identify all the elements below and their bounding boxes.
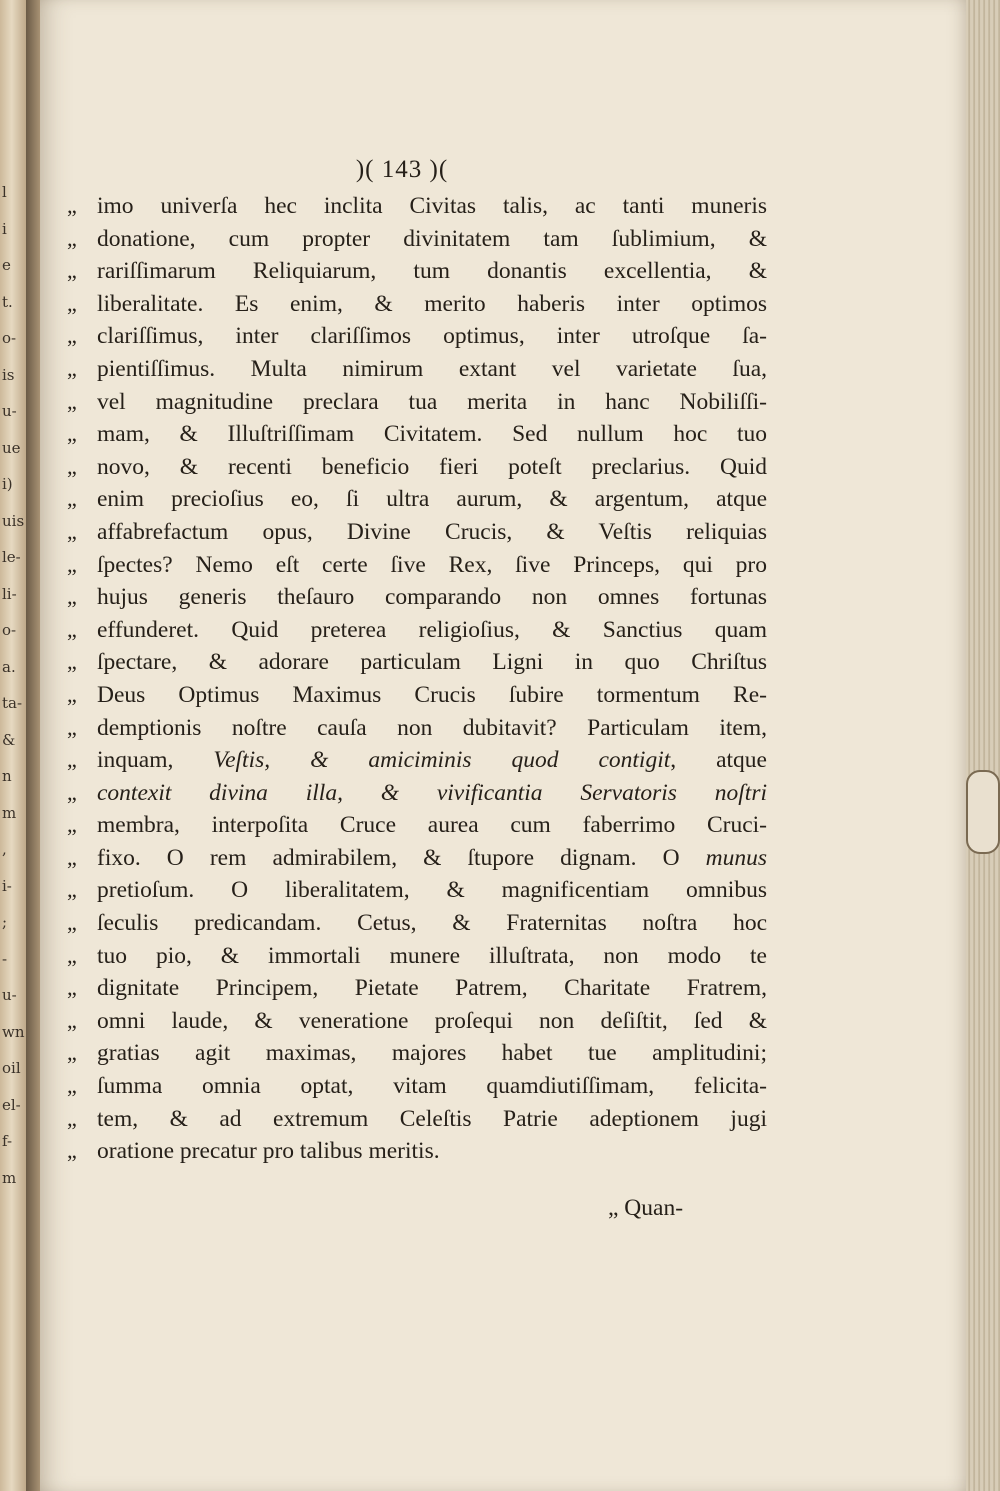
previous-page-fragment: ; — [2, 913, 8, 931]
previous-page-fragment: i) — [2, 475, 13, 493]
line-text: mam, & Illuſtriſſimam Civitatem. Sed nullum hoc tuo — [97, 421, 767, 448]
previous-page-fragment: le- — [2, 548, 21, 566]
line-text: imo univerſa hec inclita Civitas talis, ac tanti muneris — [97, 193, 767, 219]
quotation-mark: „ — [67, 1040, 77, 1066]
previous-page-fragment: ta- — [2, 694, 23, 712]
italic-text: Veſtis, & amiciminis quod contigit — [213, 747, 671, 774]
previous-page-fragment: - — [2, 949, 8, 968]
text-line — [67, 386, 767, 419]
binding-clasp — [966, 770, 1000, 854]
line-text: ſpectes? Nemo eſt certe ſive Rex, ſive Princeps, qui pro — [97, 551, 767, 578]
text-line — [67, 255, 767, 288]
roman-text: , atque — [670, 747, 767, 774]
roman-text: fixo. O rem admirabilem, & ſtupore dignam. O — [97, 844, 706, 871]
line-text: gratias agit maximas, majores habet tue amplitudini; — [97, 1040, 767, 1067]
quotation-mark: „ — [67, 323, 77, 349]
previous-page-fragment: , — [2, 840, 7, 858]
previous-page-fragment: uis — [2, 511, 25, 530]
line-text: oratione precatur pro talibus meritis. — [97, 1138, 440, 1165]
line-text — [97, 842, 767, 875]
previous-page-fragment: l — [2, 183, 7, 201]
quotation-mark: „ — [67, 844, 77, 870]
quotation-mark: „ — [67, 1073, 77, 1099]
previous-page-fragment: i- — [2, 876, 12, 895]
text-line — [67, 1103, 767, 1136]
italic-text: contexit divina illa, & vivificantia Servatoris noſtri — [97, 779, 767, 806]
line-text: vel magnitudine preclara tua merita in hanc Nobiliſſi- — [97, 388, 767, 415]
line-text: enim precioſius eo, ſi ultra aurum, & argentum, atque — [97, 486, 767, 513]
quotation-mark: „ — [67, 453, 77, 479]
text-line — [67, 483, 767, 516]
quotation-mark: „ — [67, 779, 77, 805]
quotation-mark: „ — [67, 388, 77, 414]
text-line — [67, 809, 767, 842]
page-number: )( 143 )( — [355, 156, 449, 183]
text-line — [67, 777, 767, 810]
line-text: Deus Optimus Maximus Crucis ſubire tormentum Re- — [97, 681, 767, 708]
quotation-mark: „ — [67, 1105, 77, 1131]
previous-page-fragment: m — [2, 803, 17, 822]
line-text: ſeculis predicandam. Cetus, & Fraternitas noſtra hoc — [97, 910, 767, 937]
text-line — [67, 712, 767, 745]
page-text-block — [67, 150, 767, 1168]
quotation-mark: „ — [67, 193, 77, 218]
quotation-mark: „ — [67, 225, 77, 251]
book-gutter — [26, 0, 40, 1491]
previous-page-fragment: n — [2, 767, 12, 785]
quotation-mark: „ — [67, 258, 77, 284]
quotation-mark: „ — [67, 290, 77, 316]
text-line — [67, 874, 767, 907]
previous-page-fragment: o- — [2, 621, 17, 639]
previous-page-fragment: a. — [2, 657, 16, 676]
line-text: donatione, cum propter divinitatem tam ſublimium, & — [97, 225, 767, 252]
text-line — [67, 451, 767, 484]
previous-page-fragment: oil — [2, 1059, 21, 1077]
catchword: „ Quan- — [608, 1195, 684, 1221]
line-text: tem, & ad extremum Celeſtis Patrie adeptionem jugi — [97, 1105, 767, 1132]
previous-page-fragment: u- — [2, 402, 17, 420]
text-line — [67, 581, 767, 614]
text-line — [67, 1037, 767, 1070]
text-line — [67, 353, 767, 386]
text-line — [67, 614, 767, 647]
line-text: pientiſſimus. Multa nimirum extant vel varietate ſua, — [97, 355, 767, 382]
quotation-mark: „ — [67, 1007, 77, 1033]
line-text — [97, 777, 767, 810]
line-text: ſpectare, & adorare particulam Ligni in quo Chriſtus — [97, 649, 767, 676]
previous-page-fragment: wn — [2, 1022, 25, 1041]
text-line — [67, 940, 767, 973]
quotation-mark: „ — [67, 551, 77, 577]
text-line — [67, 907, 767, 940]
quotation-mark: „ — [67, 812, 77, 838]
previous-page-fragment: i — [2, 219, 7, 238]
line-text: affabrefactum opus, Divine Crucis, & Veſtis reliquias — [97, 518, 767, 545]
quotation-mark: „ — [67, 649, 77, 675]
line-text: rariſſimarum Reliquiarum, tum donantis excellentia, & — [97, 258, 767, 285]
text-lines — [67, 190, 767, 1168]
line-text: omni laude, & veneratione proſequi non deſiſtit, ſed & — [97, 1007, 767, 1034]
previous-page-fragment: o- — [2, 329, 17, 347]
previous-page-fragment: el- — [2, 1095, 21, 1114]
quotation-mark: „ — [67, 681, 77, 707]
quotation-mark: „ — [67, 616, 77, 642]
line-text: ſumma omnia optat, vitam quamdiutiſſimam, felicita- — [97, 1073, 767, 1100]
line-text: tuo pio, & immortali munere illuſtrata, non modo te — [97, 942, 767, 969]
line-text: pretioſum. O liberalitatem, & magnificentiam omnibus — [97, 877, 767, 904]
text-line — [67, 842, 767, 875]
previous-page-fragment: e — [2, 256, 11, 274]
text-line — [67, 1135, 757, 1168]
quotation-mark: „ — [67, 877, 77, 903]
italic-text: munus — [705, 844, 767, 871]
quotation-mark: „ — [67, 747, 77, 773]
quotation-mark: „ — [67, 910, 77, 936]
line-text: clariſſimus, inter clariſſimos optimus, inter utroſque ſa- — [97, 323, 767, 350]
quotation-mark: „ — [67, 421, 77, 447]
quotation-mark: „ — [67, 518, 77, 544]
line-text: effunderet. Quid preterea religioſius, & Sanctius quam — [97, 616, 767, 643]
roman-text: inquam, — [97, 747, 214, 774]
text-line — [67, 1070, 767, 1103]
text-line — [67, 679, 767, 712]
page-fore-edge — [966, 0, 1000, 1491]
previous-page-fragment: u- — [2, 986, 17, 1004]
quotation-mark: „ — [67, 486, 77, 512]
text-line — [67, 744, 767, 777]
line-text: dignitate Principem, Pietate Patrem, Charitate Fratrem, — [97, 975, 767, 1002]
previous-page-fragment: f- — [2, 1132, 13, 1150]
quotation-mark: „ — [67, 942, 77, 968]
line-text — [97, 744, 767, 777]
quotation-mark: „ — [67, 714, 77, 740]
previous-page-fragment: m — [2, 1168, 17, 1187]
text-line — [67, 646, 767, 679]
text-line — [67, 223, 767, 256]
line-text: membra, interpoſita Cruce aurea cum faberrimo Cruci- — [97, 812, 767, 839]
text-line — [67, 320, 767, 353]
previous-page-fragment: & — [2, 730, 16, 749]
line-text: liberalitate. Es enim, & merito haberis inter optimos — [97, 290, 767, 317]
previous-page-fragment: t. — [2, 292, 13, 311]
line-text: hujus generis theſauro comparando non omnes fortunas — [97, 584, 767, 611]
text-line — [67, 549, 767, 582]
text-line — [67, 190, 767, 223]
line-text: novo, & recenti beneficio fieri poteſt preclarius. Quid — [97, 453, 767, 480]
quotation-mark: „ — [67, 355, 77, 381]
text-line — [67, 288, 767, 321]
line-text: demptionis noſtre cauſa non dubitavit? Particulam item, — [97, 714, 767, 741]
text-line — [67, 418, 767, 451]
quotation-mark: „ — [67, 1138, 77, 1164]
text-line — [67, 516, 767, 549]
previous-page-edge — [0, 0, 26, 1491]
previous-page-fragment: li- — [2, 584, 17, 603]
text-line — [67, 972, 767, 1005]
quotation-mark: „ — [67, 975, 77, 1001]
quotation-mark: „ — [67, 584, 77, 610]
previous-page-fragment: ue — [2, 438, 21, 457]
previous-page-fragment: is — [2, 365, 15, 384]
text-line — [67, 1005, 767, 1038]
